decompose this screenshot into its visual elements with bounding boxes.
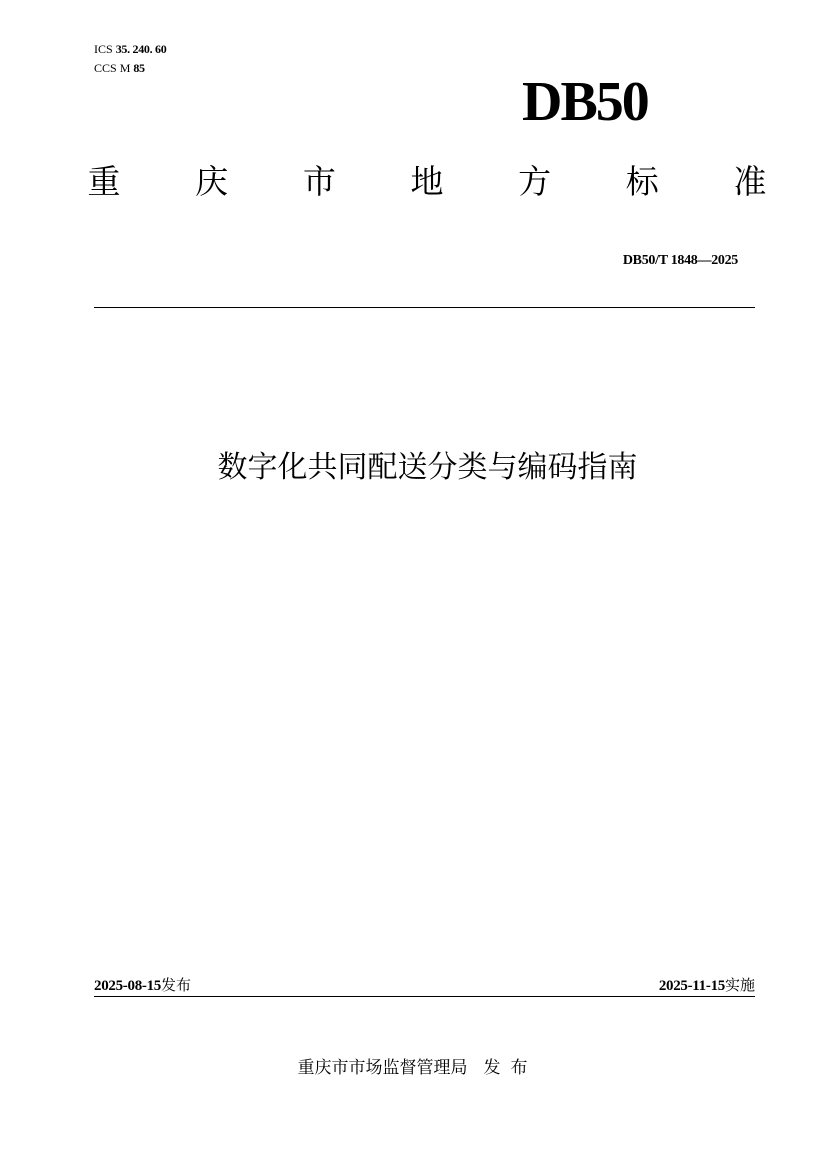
issuing-authority [0,1056,815,1080]
standard-type-char: 市 [302,161,336,201]
issuer-name: 重庆市市场监督管理局 [297,1058,468,1078]
issue-label: 发布 [161,976,192,994]
issuer-action: 发布 [483,1058,538,1078]
ccs-label: CCS [94,61,117,75]
standard-logo: DB50 [522,71,648,133]
standard-type-char: 方 [518,161,552,201]
ccs-row [94,59,166,78]
date-row [94,974,755,996]
implementation-label: 实施 [724,976,755,994]
classification-codes [94,40,166,78]
implementation-date: 2025-11-15 [658,978,725,994]
standard-type-char: 标 [625,161,659,201]
issue-date: 2025-08-15 [94,978,161,994]
bottom-divider [94,996,755,997]
ics-row [94,40,166,59]
ccs-class: M [119,61,131,75]
document-title: 数字化共同配送分类与编码指南 [217,450,638,485]
ccs-code: 85 [133,61,145,75]
issue-date-group [94,974,191,997]
standard-number: DB50/T 1848—2025 [622,253,738,268]
ics-code: 35. 240. 60 [115,42,167,56]
standard-type-char: 地 [410,161,444,201]
implementation-date-group [659,974,755,997]
standard-type-char: 重 [87,161,121,201]
top-divider [94,307,755,308]
standard-type-char: 庆 [195,161,229,201]
standard-type-char: 准 [733,161,767,201]
ics-label: ICS [94,42,113,56]
standard-type-heading [82,156,772,202]
